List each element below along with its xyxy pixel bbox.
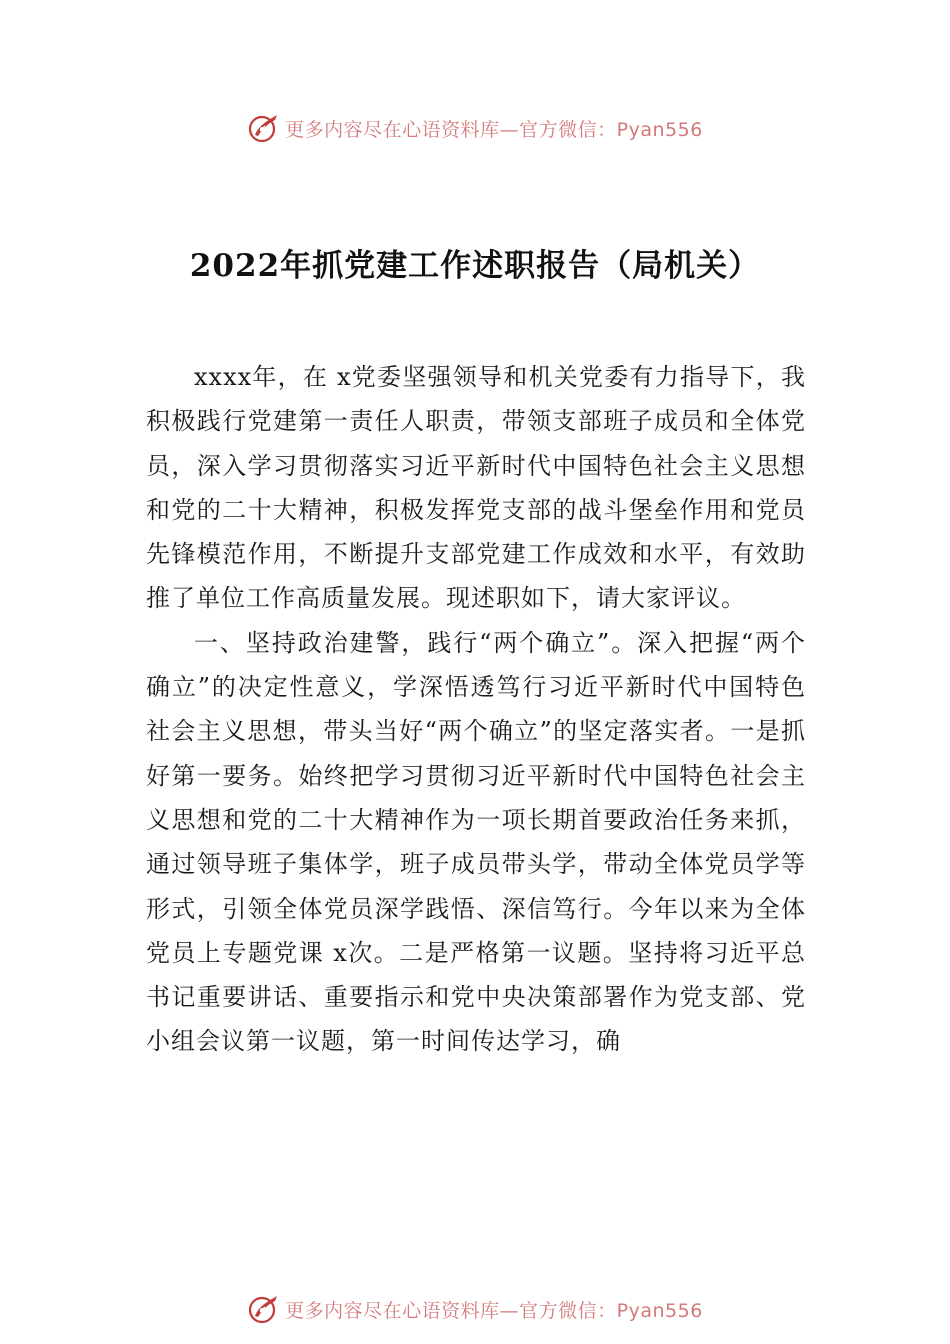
pen-nib-logo-icon bbox=[247, 1292, 281, 1326]
wechat-id: Pyan556 bbox=[616, 118, 703, 141]
banner-text: 更多内容尽在心语资料库—官方微信：Pyan556 bbox=[285, 1299, 703, 1322]
pen-nib-logo-icon bbox=[247, 111, 281, 145]
paragraph-intro: xxxx年，在 x党委坚强领导和机关党委有力指导下，我积极践行党建第一责任人职责，带领支部班子成员和全体党员，深入学习贯彻落实习近平新时代中国特色社会主义思想和党的二十大精神，积极发挥党支部的战斗堡垒作用和党员先锋模范作用，不断提升支部党建工作成效和水平，有效助推了单位工作高质量发展。现述职如下，请大家评议。 bbox=[146, 363, 806, 613]
document-title: 2022年抓党建工作述职报告（局机关） bbox=[189, 248, 761, 284]
banner-text: 更多内容尽在心语资料库—官方微信：Pyan556 bbox=[285, 118, 703, 141]
header-banner bbox=[0, 108, 950, 148]
document-body bbox=[146, 355, 806, 1064]
wechat-id: Pyan556 bbox=[616, 1299, 703, 1322]
paragraph-section-one: 一、坚持政治建警，践行“两个确立”。深入把握“两个确立”的决定性意义，学深悟透笃行习近平新时代中国特色社会主义思想，带头当好“两个确立”的坚定落实者。一是抓好第一要务。始终把学习贯彻习近平新时代中国特色社会主义思想和党的二十大精神作为一项长期首要政治任务来抓，通过领导班子集体学，班子成员带头学，带动全体党员学等形式，引领全体党员深学践悟、深信笃行。今年以来为全体党员上专题党课 x次。二是严格第一议题。坚持将习近平总书记重要讲话、重要指示和党中央决策部署作为党支部、党小组会议第一议题，第一时间传达学习，确 bbox=[146, 628, 806, 1056]
footer-banner bbox=[0, 1289, 950, 1329]
